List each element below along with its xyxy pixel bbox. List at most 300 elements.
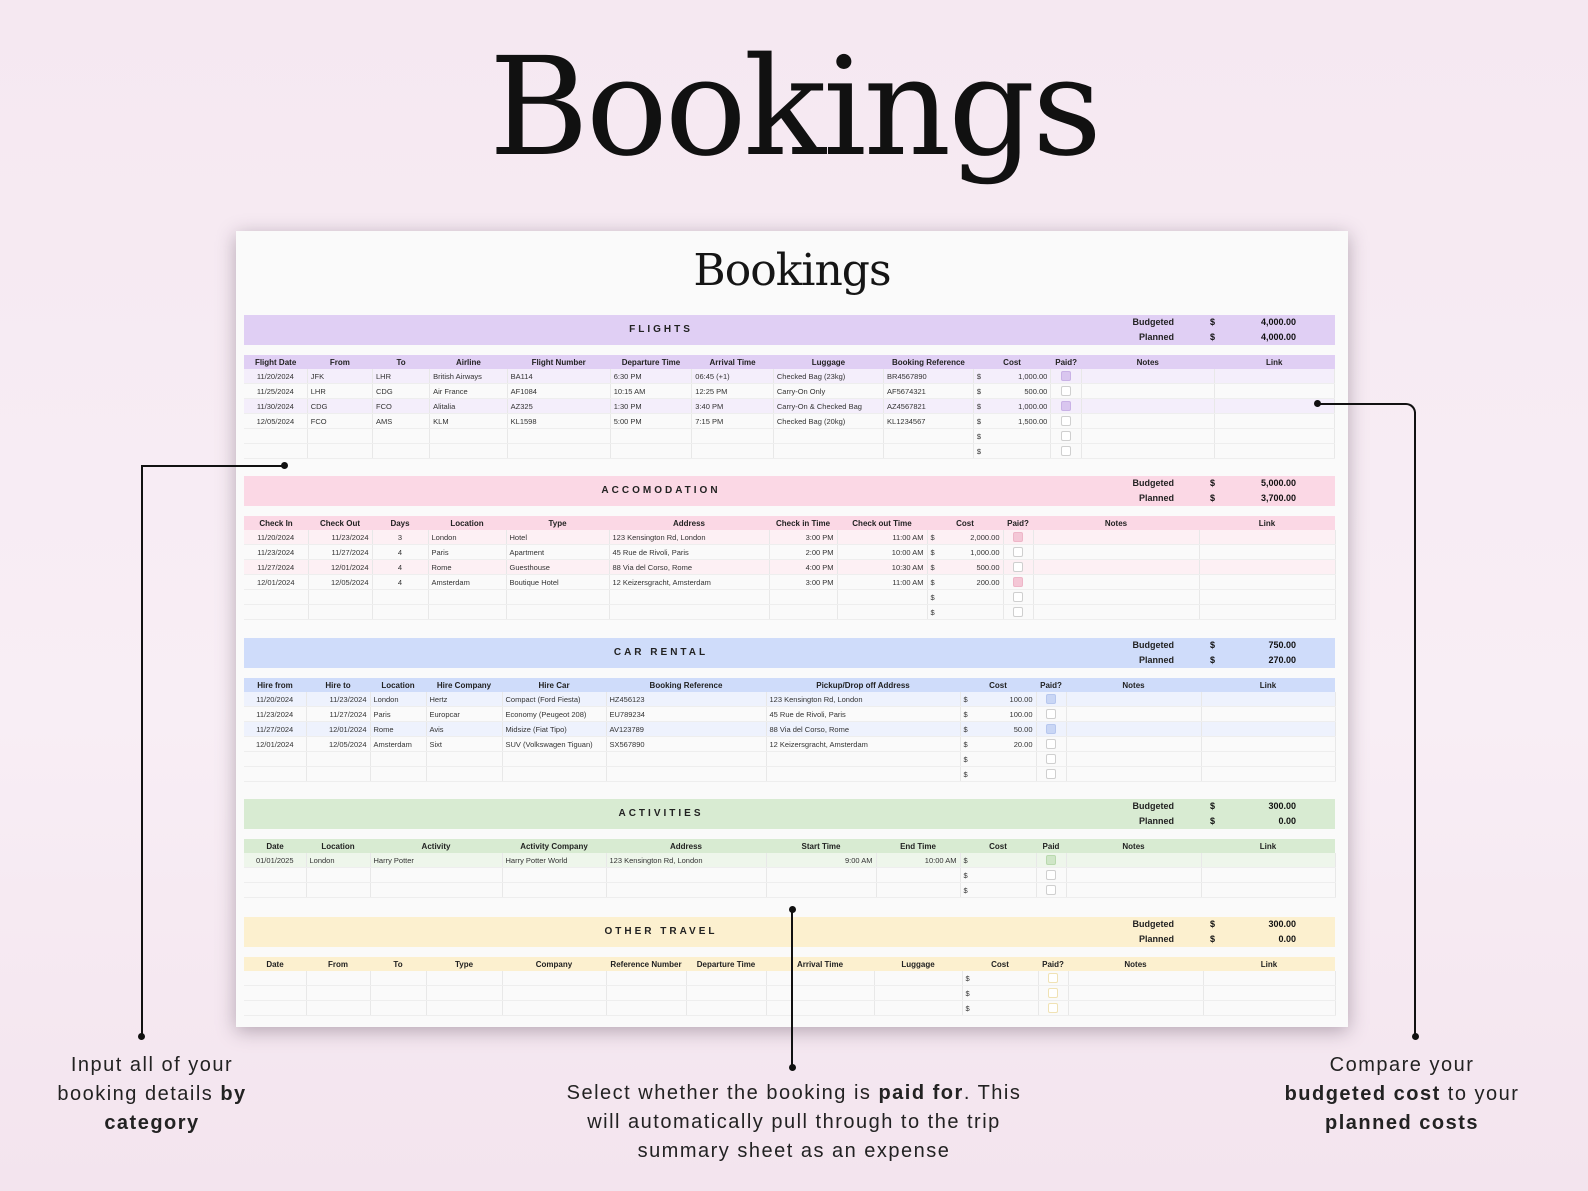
table-cell[interactable]	[874, 971, 962, 986]
cost-cell[interactable]	[962, 971, 1038, 986]
paid-checkbox[interactable]	[1013, 592, 1023, 602]
table-cell[interactable]: FCO	[307, 414, 372, 429]
table-cell[interactable]	[507, 444, 610, 459]
table-cell[interactable]: Paris	[370, 707, 426, 722]
paid-checkbox[interactable]	[1046, 739, 1056, 749]
table-cell[interactable]	[609, 590, 769, 605]
table-cell[interactable]: 11/27/2024	[244, 722, 306, 737]
planned-label: Planned	[1138, 934, 1174, 944]
table-cell[interactable]: 2:00 PM	[769, 545, 837, 560]
table-cell[interactable]	[1201, 853, 1335, 868]
table-cell[interactable]	[244, 590, 308, 605]
paid-checkbox[interactable]	[1046, 855, 1056, 865]
table-cell[interactable]: 4	[372, 575, 428, 590]
table-cell[interactable]	[1033, 530, 1199, 545]
table-cell[interactable]	[507, 429, 610, 444]
table-cell[interactable]	[1214, 444, 1334, 459]
paid-checkbox[interactable]	[1013, 547, 1023, 557]
cost-cell[interactable]	[960, 722, 1036, 737]
table-cell[interactable]	[1201, 868, 1335, 883]
table-cell[interactable]	[692, 444, 774, 459]
paid-checkbox[interactable]	[1013, 532, 1023, 542]
table-cell[interactable]	[1066, 707, 1201, 722]
table-cell[interactable]: 4:00 PM	[769, 560, 837, 575]
table-cell[interactable]	[244, 986, 306, 1001]
table-cell[interactable]: 88 Via del Corso, Rome	[609, 560, 769, 575]
table-cell[interactable]	[609, 605, 769, 620]
table-cell[interactable]: 6:30 PM	[610, 369, 692, 384]
table-cell[interactable]	[884, 429, 974, 444]
table-cell[interactable]: SX567890	[606, 737, 766, 752]
table-cell[interactable]	[1199, 590, 1335, 605]
table-cell[interactable]: Avis	[426, 722, 502, 737]
table-cell[interactable]: Midsize (Fiat Tipo)	[502, 722, 606, 737]
table-cell[interactable]	[502, 868, 606, 883]
table-cell[interactable]: 12/01/2024	[244, 575, 308, 590]
table-cell[interactable]: 3:40 PM	[692, 399, 774, 414]
table-cell[interactable]	[308, 605, 372, 620]
table-cell[interactable]: 10:00 AM	[876, 853, 960, 868]
table-cell[interactable]: 3:00 PM	[769, 575, 837, 590]
table-cell[interactable]: 3	[372, 530, 428, 545]
table-cell[interactable]	[876, 868, 960, 883]
currency-symbol: $	[963, 870, 968, 880]
table-cell[interactable]: 4	[372, 545, 428, 560]
table-cell[interactable]: 10:15 AM	[610, 384, 692, 399]
table-cell[interactable]: Hotel	[506, 530, 609, 545]
table-cell[interactable]: 10:30 AM	[837, 560, 927, 575]
table-cell[interactable]	[307, 429, 372, 444]
activities-budgeted-amount[interactable]: 300.00	[1268, 801, 1296, 811]
table-cell[interactable]	[1066, 692, 1201, 707]
table-cell[interactable]	[244, 752, 306, 767]
table-cell[interactable]: AZ325	[507, 399, 610, 414]
table-cell[interactable]: 11/20/2024	[244, 369, 307, 384]
table-cell[interactable]	[773, 444, 883, 459]
cost-cell[interactable]	[960, 707, 1036, 722]
table-cell[interactable]	[686, 971, 766, 986]
cost-cell[interactable]	[927, 605, 1003, 620]
paid-checkbox[interactable]	[1061, 401, 1071, 411]
table-cell[interactable]	[610, 429, 692, 444]
cost-cell[interactable]	[960, 752, 1036, 767]
table-cell[interactable]	[606, 767, 766, 782]
table-cell[interactable]	[244, 868, 306, 883]
table-cell[interactable]	[1066, 767, 1201, 782]
table-cell[interactable]	[502, 752, 606, 767]
table-cell[interactable]: British Airways	[430, 369, 508, 384]
cost-cell[interactable]	[973, 369, 1051, 384]
table-cell[interactable]: Harry Potter	[370, 853, 502, 868]
cost-cell[interactable]	[927, 575, 1003, 590]
table-cell[interactable]: 12 Keizersgracht, Amsterdam	[609, 575, 769, 590]
paid-checkbox[interactable]	[1013, 607, 1023, 617]
table-cell[interactable]	[1199, 530, 1335, 545]
table-cell[interactable]	[837, 605, 927, 620]
table-cell[interactable]	[244, 1001, 306, 1016]
table-cell[interactable]	[373, 444, 430, 459]
table-cell[interactable]	[370, 971, 426, 986]
table-cell[interactable]: Rome	[428, 560, 506, 575]
table-cell[interactable]	[1033, 590, 1199, 605]
table-cell[interactable]	[1066, 752, 1201, 767]
paid-checkbox[interactable]	[1046, 709, 1056, 719]
table-cell[interactable]: London	[370, 692, 426, 707]
table-cell[interactable]: London	[306, 853, 370, 868]
table-cell[interactable]: FCO	[373, 399, 430, 414]
table-cell[interactable]: SUV (Volkswagen Tiguan)	[502, 737, 606, 752]
paid-checkbox[interactable]	[1048, 988, 1058, 998]
table-cell[interactable]	[874, 986, 962, 1001]
table-cell[interactable]: 06:45 (+1)	[692, 369, 774, 384]
table-cell[interactable]	[766, 752, 960, 767]
paid-checkbox[interactable]	[1046, 694, 1056, 704]
table-cell[interactable]: 9:00 AM	[766, 853, 876, 868]
paid-checkbox[interactable]	[1046, 754, 1056, 764]
table-cell[interactable]	[372, 590, 428, 605]
table-cell[interactable]	[426, 986, 502, 1001]
table-cell[interactable]	[306, 767, 370, 782]
paid-checkbox[interactable]	[1046, 769, 1056, 779]
table-cell[interactable]	[370, 986, 426, 1001]
table-cell[interactable]: AV123789	[606, 722, 766, 737]
accommodation-budgeted-amount[interactable]: 5,000.00	[1260, 478, 1296, 488]
table-cell[interactable]	[769, 605, 837, 620]
table-cell[interactable]: Harry Potter World	[502, 853, 606, 868]
table-cell[interactable]: Amsterdam	[428, 575, 506, 590]
cost-cell[interactable]	[973, 414, 1051, 429]
table-cell[interactable]: 7:15 PM	[692, 414, 774, 429]
cost-cell[interactable]	[927, 560, 1003, 575]
cost-value: 1,000.00	[1018, 371, 1048, 381]
table-cell[interactable]: CDG	[307, 399, 372, 414]
table-cell[interactable]: AF1084	[507, 384, 610, 399]
table-cell[interactable]	[428, 590, 506, 605]
table-cell[interactable]	[306, 971, 370, 986]
table-cell[interactable]: 123 Kensington Rd, London	[766, 692, 960, 707]
table-cell[interactable]: 4	[372, 560, 428, 575]
table-cell[interactable]: 123 Kensington Rd, London	[609, 530, 769, 545]
table-cell[interactable]	[1066, 868, 1201, 883]
table-cell[interactable]	[1201, 722, 1335, 737]
table-cell[interactable]	[1081, 444, 1214, 459]
table-cell[interactable]: 3:00 PM	[769, 530, 837, 545]
table-cell[interactable]	[606, 971, 686, 986]
table-cell[interactable]	[308, 590, 372, 605]
paid-checkbox[interactable]	[1061, 371, 1071, 381]
table-cell[interactable]	[766, 1001, 874, 1016]
table-cell[interactable]: 11/20/2024	[244, 530, 308, 545]
table-cell[interactable]: 12 Keizersgracht, Amsterdam	[766, 737, 960, 752]
table-cell[interactable]	[1199, 575, 1335, 590]
table-cell[interactable]: Carry-On & Checked Bag	[773, 399, 883, 414]
table-cell[interactable]	[1068, 971, 1203, 986]
table-cell[interactable]: Amsterdam	[370, 737, 426, 752]
table-cell[interactable]	[506, 605, 609, 620]
table-cell[interactable]: 11:00 AM	[837, 575, 927, 590]
table-cell[interactable]: 12/05/2024	[308, 575, 372, 590]
paid-checkbox[interactable]	[1046, 885, 1056, 895]
cost-cell[interactable]	[960, 692, 1036, 707]
table-cell[interactable]: CDG	[373, 384, 430, 399]
table-cell[interactable]	[370, 868, 502, 883]
table-cell[interactable]: EU789234	[606, 707, 766, 722]
table-cell[interactable]: 11/23/2024	[244, 707, 306, 722]
table-cell[interactable]	[1033, 605, 1199, 620]
table-cell[interactable]	[1214, 429, 1334, 444]
table-cell[interactable]: AMS	[373, 414, 430, 429]
table-cell[interactable]	[1033, 560, 1199, 575]
table-cell[interactable]: KL1598	[507, 414, 610, 429]
table-cell[interactable]: 11/23/2024	[308, 530, 372, 545]
table-cell[interactable]: Boutique Hotel	[506, 575, 609, 590]
cost-cell[interactable]	[962, 986, 1038, 1001]
table-cell[interactable]	[837, 590, 927, 605]
table-cell[interactable]	[1068, 1001, 1203, 1016]
table-cell[interactable]	[1201, 737, 1335, 752]
table-cell[interactable]	[1203, 1001, 1335, 1016]
table-cell[interactable]	[1214, 384, 1334, 399]
table-cell[interactable]: 11/23/2024	[244, 545, 308, 560]
cost-cell[interactable]	[973, 399, 1051, 414]
table-cell[interactable]	[306, 752, 370, 767]
table-cell[interactable]	[1033, 545, 1199, 560]
table-cell[interactable]	[373, 429, 430, 444]
table-cell[interactable]: Hertz	[426, 692, 502, 707]
table-cell[interactable]	[1201, 692, 1335, 707]
table-cell[interactable]	[306, 868, 370, 883]
cost-cell[interactable]	[927, 530, 1003, 545]
table-cell[interactable]	[244, 767, 306, 782]
table-cell[interactable]: Economy (Peugeot 208)	[502, 707, 606, 722]
table-cell[interactable]: Air France	[430, 384, 508, 399]
table-cell[interactable]	[1081, 369, 1214, 384]
table-cell[interactable]	[1199, 545, 1335, 560]
table-cell[interactable]: Alitalia	[430, 399, 508, 414]
cost-cell[interactable]	[960, 737, 1036, 752]
table-cell[interactable]	[426, 767, 502, 782]
cost-cell[interactable]	[960, 767, 1036, 782]
table-cell[interactable]	[686, 986, 766, 1001]
table-cell[interactable]: 11/30/2024	[244, 399, 307, 414]
table-cell[interactable]: LHR	[307, 384, 372, 399]
table-cell[interactable]: Paris	[428, 545, 506, 560]
table-cell[interactable]	[1214, 369, 1334, 384]
table-cell[interactable]	[606, 883, 766, 898]
table-cell[interactable]	[430, 429, 508, 444]
table-cell[interactable]	[370, 752, 426, 767]
table-cell[interactable]	[606, 868, 766, 883]
table-cell[interactable]: Carry-On Only	[773, 384, 883, 399]
table-cell[interactable]: 1:30 PM	[610, 399, 692, 414]
table-cell[interactable]	[430, 444, 508, 459]
table-cell[interactable]: 01/01/2025	[244, 853, 306, 868]
table-cell[interactable]: KLM	[430, 414, 508, 429]
table-cell[interactable]: AF5674321	[884, 384, 974, 399]
table-cell[interactable]	[502, 971, 606, 986]
table-cell[interactable]	[1066, 853, 1201, 868]
table-cell[interactable]: 45 Rue de Rivoli, Paris	[766, 707, 960, 722]
table-cell[interactable]: 88 Via del Corso, Rome	[766, 722, 960, 737]
table-cell[interactable]: HZ456123	[606, 692, 766, 707]
table-cell[interactable]: Sixt	[426, 737, 502, 752]
paid-checkbox[interactable]	[1061, 431, 1071, 441]
cost-cell[interactable]	[973, 429, 1051, 444]
table-cell[interactable]	[1081, 399, 1214, 414]
table-cell[interactable]	[370, 767, 426, 782]
table-cell[interactable]	[370, 883, 502, 898]
table-cell[interactable]: 12/05/2024	[244, 414, 307, 429]
table-cell[interactable]	[1066, 722, 1201, 737]
cost-value: 500.00	[1024, 386, 1048, 396]
table-cell[interactable]: Checked Bag (23kg)	[773, 369, 883, 384]
cost-cell[interactable]	[960, 868, 1036, 883]
table-cell[interactable]	[874, 1001, 962, 1016]
paid-checkbox[interactable]	[1061, 386, 1071, 396]
table-cell[interactable]: 12:25 PM	[692, 384, 774, 399]
table-cell[interactable]	[606, 1001, 686, 1016]
table-cell[interactable]: 11/27/2024	[308, 545, 372, 560]
table-cell[interactable]: Compact (Ford Fiesta)	[502, 692, 606, 707]
paid-checkbox[interactable]	[1013, 577, 1023, 587]
table-cell[interactable]: 10:00 AM	[837, 545, 927, 560]
paid-checkbox[interactable]	[1013, 562, 1023, 572]
table-cell[interactable]: 12/01/2024	[308, 560, 372, 575]
table-cell[interactable]: Europcar	[426, 707, 502, 722]
table-cell[interactable]	[1199, 560, 1335, 575]
table-cell[interactable]	[306, 1001, 370, 1016]
cost-cell[interactable]	[960, 853, 1036, 868]
table-cell[interactable]	[370, 1001, 426, 1016]
table-cell[interactable]	[766, 767, 960, 782]
table-cell[interactable]: Checked Bag (20kg)	[773, 414, 883, 429]
table-cell[interactable]	[606, 986, 686, 1001]
cost-cell[interactable]	[962, 1001, 1038, 1016]
table-cell[interactable]	[766, 868, 876, 883]
table-cell[interactable]	[428, 605, 506, 620]
table-cell[interactable]	[1203, 971, 1335, 986]
paid-checkbox[interactable]	[1048, 1003, 1058, 1013]
column-header: Location	[306, 839, 370, 853]
table-cell[interactable]: AZ4567821	[884, 399, 974, 414]
table-cell[interactable]	[1201, 883, 1335, 898]
table-cell[interactable]	[306, 883, 370, 898]
table-cell[interactable]: Apartment	[506, 545, 609, 560]
table-cell[interactable]	[1066, 737, 1201, 752]
table-cell[interactable]	[686, 1001, 766, 1016]
table-cell[interactable]: 12/01/2024	[244, 737, 306, 752]
table-cell[interactable]: BR4567890	[884, 369, 974, 384]
table-cell[interactable]: 45 Rue de Rivoli, Paris	[609, 545, 769, 560]
table-cell[interactable]	[766, 883, 876, 898]
cost-cell[interactable]	[960, 883, 1036, 898]
table-cell[interactable]	[766, 971, 874, 986]
table-cell[interactable]	[426, 971, 502, 986]
table-cell[interactable]: 11/27/2024	[244, 560, 308, 575]
table-cell[interactable]	[244, 971, 306, 986]
table-cell[interactable]: 5:00 PM	[610, 414, 692, 429]
table-cell[interactable]	[884, 444, 974, 459]
paid-checkbox[interactable]	[1046, 870, 1056, 880]
table-cell[interactable]: Rome	[370, 722, 426, 737]
table-cell[interactable]	[502, 1001, 606, 1016]
table-cell[interactable]	[306, 986, 370, 1001]
table-cell[interactable]: Guesthouse	[506, 560, 609, 575]
table-cell[interactable]	[1201, 707, 1335, 722]
paid-checkbox[interactable]	[1048, 973, 1058, 983]
table-cell[interactable]	[1203, 986, 1335, 1001]
table-cell[interactable]	[372, 605, 428, 620]
table-cell[interactable]	[502, 883, 606, 898]
table-cell[interactable]	[1068, 986, 1203, 1001]
table-cell[interactable]	[1081, 384, 1214, 399]
table-cell[interactable]	[766, 986, 874, 1001]
table-cell[interactable]	[606, 752, 766, 767]
cost-cell[interactable]	[927, 545, 1003, 560]
table-cell[interactable]	[876, 883, 960, 898]
table-cell[interactable]: BA114	[507, 369, 610, 384]
table-cell[interactable]: KL1234567	[884, 414, 974, 429]
table-cell[interactable]	[1081, 429, 1214, 444]
paid-checkbox[interactable]	[1046, 724, 1056, 734]
table-cell[interactable]: 12/05/2024	[306, 737, 370, 752]
table-cell[interactable]	[307, 444, 372, 459]
table-cell[interactable]	[506, 590, 609, 605]
cost-cell[interactable]	[973, 384, 1051, 399]
table-cell[interactable]	[502, 986, 606, 1001]
table-cell[interactable]: 11/25/2024	[244, 384, 307, 399]
table-cell[interactable]	[244, 883, 306, 898]
table-cell[interactable]: 11/20/2024	[244, 692, 306, 707]
table-cell[interactable]	[773, 429, 883, 444]
table-cell[interactable]	[1066, 883, 1201, 898]
table-cell[interactable]	[769, 590, 837, 605]
paid-checkbox[interactable]	[1061, 416, 1071, 426]
table-cell[interactable]: 12/01/2024	[306, 722, 370, 737]
table-cell[interactable]: 123 Kensington Rd, London	[606, 853, 766, 868]
table-cell[interactable]	[244, 429, 307, 444]
table-cell[interactable]: 11/27/2024	[306, 707, 370, 722]
car-rental-budgeted-amount[interactable]: 750.00	[1268, 640, 1296, 650]
table-cell[interactable]	[502, 767, 606, 782]
table-cell[interactable]	[244, 444, 307, 459]
cost-cell[interactable]	[973, 444, 1051, 459]
currency-symbol: $	[965, 1003, 970, 1013]
table-cell[interactable]	[1199, 605, 1335, 620]
table-cell[interactable]: JFK	[307, 369, 372, 384]
paid-cell	[1003, 545, 1033, 560]
table-cell[interactable]	[692, 429, 774, 444]
table-cell[interactable]	[1201, 767, 1335, 782]
table-cell[interactable]	[426, 752, 502, 767]
table-cell[interactable]	[244, 605, 308, 620]
table-cell[interactable]	[1201, 752, 1335, 767]
cost-cell[interactable]	[927, 590, 1003, 605]
paid-checkbox[interactable]	[1061, 446, 1071, 456]
table-cell[interactable]	[426, 1001, 502, 1016]
table-cell[interactable]: 11:00 AM	[837, 530, 927, 545]
table-cell[interactable]	[1214, 414, 1334, 429]
other-travel-budgeted-amount[interactable]: 300.00	[1268, 919, 1296, 929]
table-cell[interactable]	[1081, 414, 1214, 429]
table-cell[interactable]	[1033, 575, 1199, 590]
table-cell[interactable]	[610, 444, 692, 459]
table-cell[interactable]: LHR	[373, 369, 430, 384]
table-cell[interactable]: London	[428, 530, 506, 545]
column-header: Notes	[1066, 678, 1201, 692]
flights-budgeted-amount[interactable]: 4,000.00	[1260, 317, 1296, 327]
table-cell[interactable]: 11/23/2024	[306, 692, 370, 707]
